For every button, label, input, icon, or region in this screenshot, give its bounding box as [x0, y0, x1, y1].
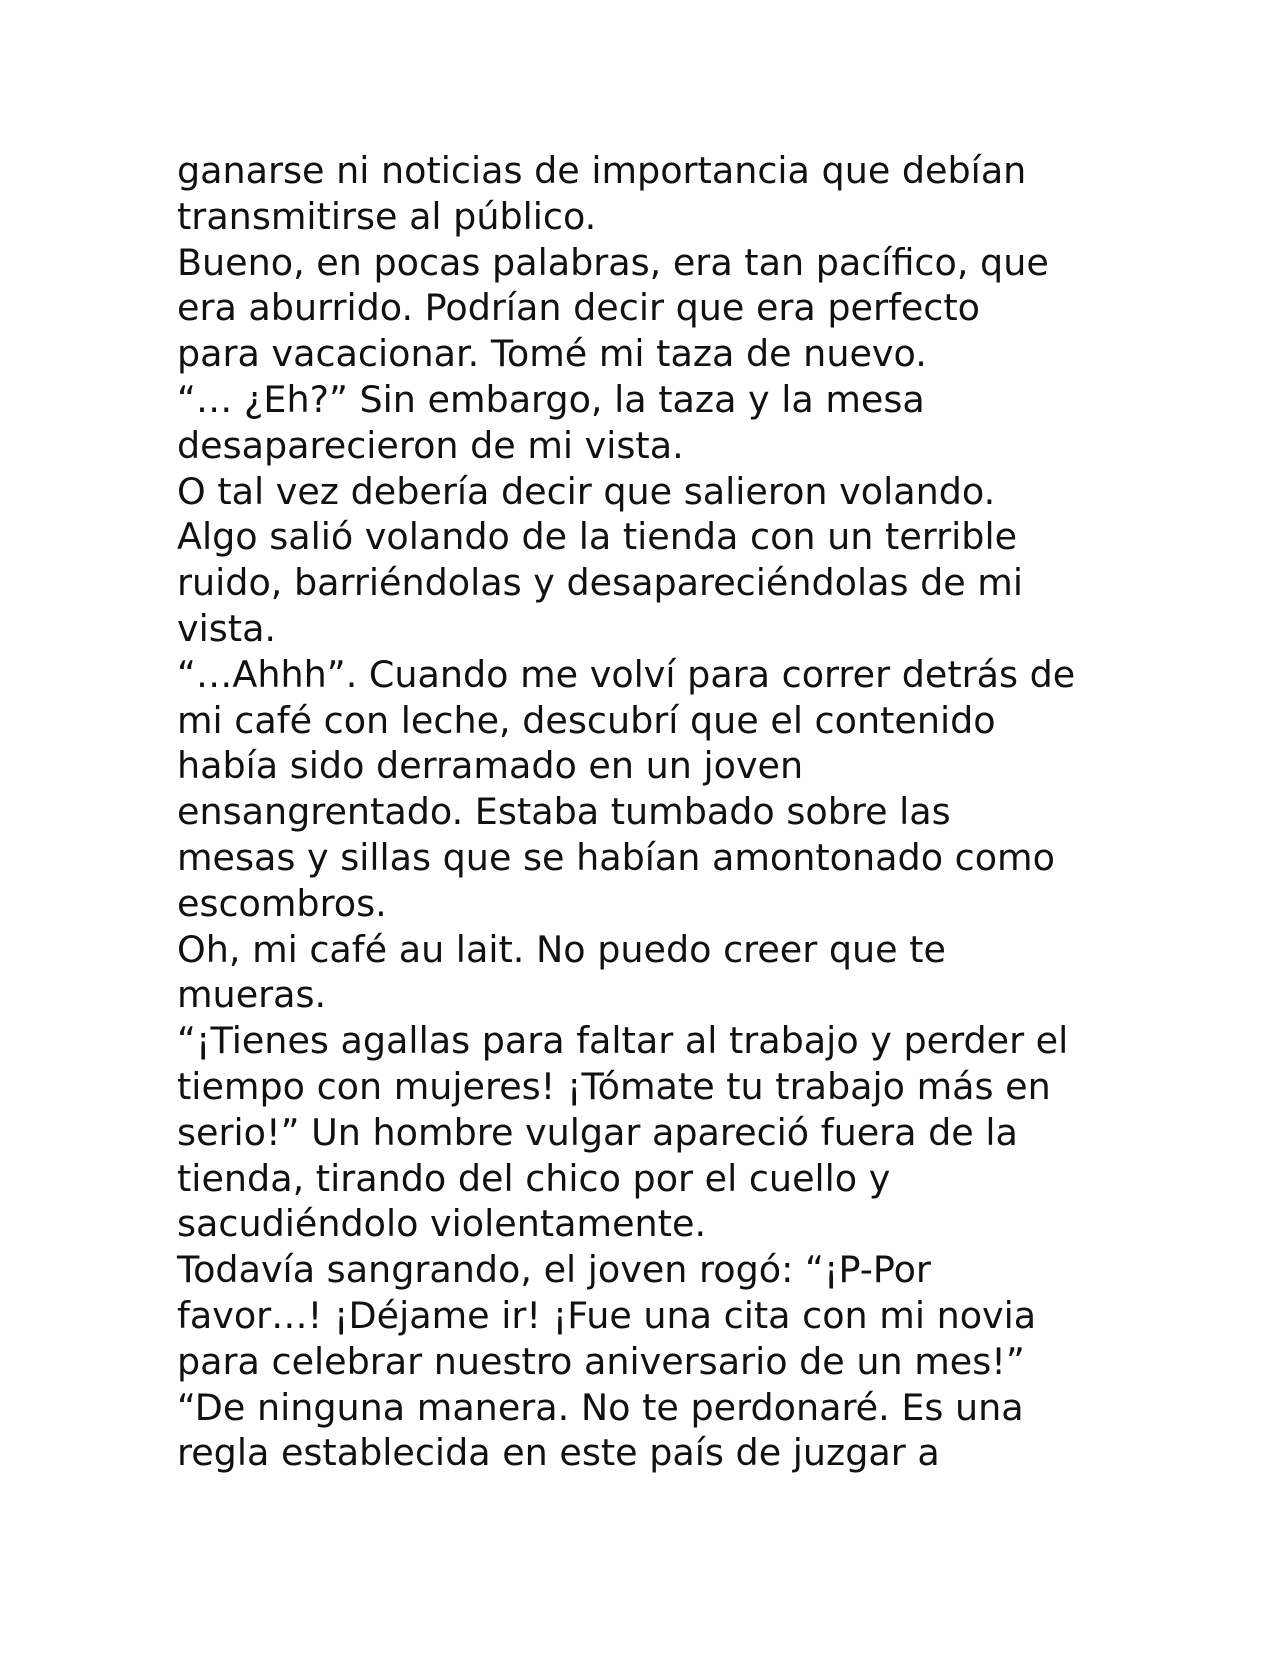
paragraph: “De ninguna manera. No te perdonaré. Es una regla establecida en este país de juzgar a — [177, 1385, 1024, 1475]
paragraph: Bueno, en pocas palabras, era tan pacífico, que era aburrido. Podrían decir que era perfecto para vacacionar. Tomé mi taza de nuevo. — [177, 240, 1049, 376]
body-text — [177, 148, 1117, 1476]
paragraph: “¡Tienes agallas para faltar al trabajo y perder el tiempo con mujeres! ¡Tómate tu trabajo más en serio!” Un hombre vulgar apareció fuera de la tienda, tirando del chico por el cuello y sacudiéndolo violentamente. — [177, 1019, 1069, 1246]
paragraph: Algo salió volando de la tienda con un terrible ruido, barriéndolas y desapareciéndolas de mi vista. — [177, 515, 1024, 650]
paragraph: ganarse ni noticias de importancia que debían transmitirse al público. — [177, 149, 1027, 238]
paragraph: Oh, mi café au lait. No puedo creer que te mueras. — [177, 927, 946, 1017]
paragraph: Todavía sangrando, el joven rogó: “¡P-Por favor…! ¡Déjame ir! ¡Fue una cita con mi novia para celebrar nuestro aniversario de un mes!” — [177, 1248, 1037, 1383]
paragraph: “… ¿Eh?” Sin embargo, la taza y la mesa desaparecieron de mi vista. — [177, 377, 925, 467]
paragraph: “…Ahhh”. Cuando me volví para correr detrás de mi café con leche, descubrí que el contenido había sido derramado en un joven ensangrentado. Estaba tumbado sobre las mesas y sillas que se habían amontonado como escombros. — [177, 652, 1076, 925]
paragraph: O tal vez debería decir que salieron volando. — [177, 469, 996, 513]
